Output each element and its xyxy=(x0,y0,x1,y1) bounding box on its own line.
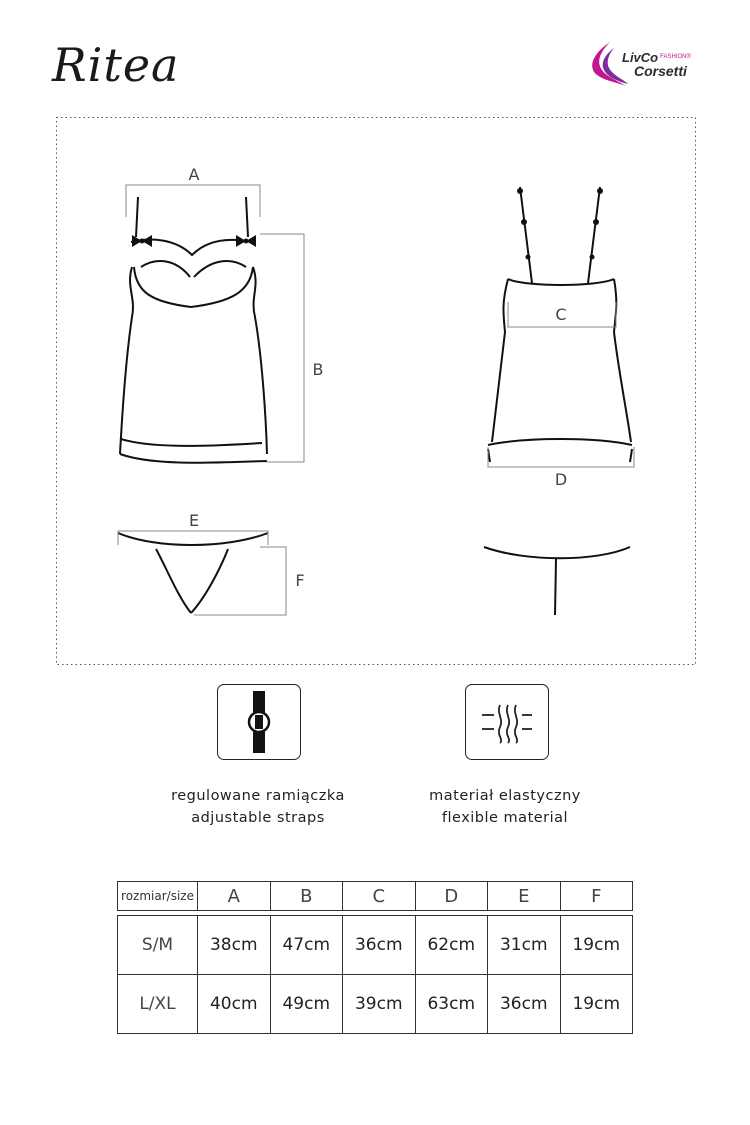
table-row xyxy=(118,916,633,975)
strap-rings-icon xyxy=(517,188,603,260)
feature-adjustable-straps-box xyxy=(217,684,301,760)
feature-label-pl: regulowane ramiączka xyxy=(171,788,345,804)
thong-back-drawing xyxy=(484,547,630,615)
measure-label-c: C xyxy=(555,305,567,324)
size-table xyxy=(117,881,633,1034)
size-table-col-e: E xyxy=(488,882,561,911)
brand-name-line2: Corsetti xyxy=(634,63,687,79)
thong-front-measure-lines xyxy=(118,531,286,615)
table-cell: 47cm xyxy=(270,916,343,975)
brand-name-line1: LivCo xyxy=(622,50,659,65)
table-cell: 19cm xyxy=(560,916,633,975)
size-cell: L/XL xyxy=(118,975,198,1034)
table-cell: 39cm xyxy=(343,975,416,1034)
feature-adjustable-straps-label xyxy=(138,785,378,829)
measure-label-e: E xyxy=(188,511,200,530)
size-table-col-f: F xyxy=(560,882,633,911)
feature-elastic-material-label xyxy=(385,785,625,829)
measure-label-a: A xyxy=(188,165,200,184)
table-cell: 19cm xyxy=(560,975,633,1034)
size-cell: S/M xyxy=(118,916,198,975)
measure-label-f: F xyxy=(295,571,305,590)
measure-label-d: D xyxy=(554,470,568,489)
size-table-col-c: C xyxy=(343,882,416,911)
feature-label-pl: materiał elastyczny xyxy=(429,788,581,804)
size-table-corner: rozmiar/size xyxy=(118,882,198,911)
size-table-col-a: A xyxy=(198,882,271,911)
measure-label-b: B xyxy=(312,360,324,379)
table-cell: 31cm xyxy=(488,916,561,975)
table-cell: 36cm xyxy=(343,916,416,975)
drawing-border xyxy=(57,118,696,665)
table-cell: 63cm xyxy=(415,975,488,1034)
table-cell: 38cm xyxy=(198,916,271,975)
feature-elastic-material-box xyxy=(465,684,549,760)
product-title: Ritea xyxy=(52,38,180,92)
feature-label-en: flexible material xyxy=(441,810,569,826)
chemise-back-drawing xyxy=(488,187,632,462)
adjustable-strap-icon xyxy=(218,685,300,759)
technical-drawing xyxy=(56,117,696,665)
size-table-header-row xyxy=(118,882,633,911)
chemise-front-drawing xyxy=(120,197,267,463)
size-table-col-d: D xyxy=(415,882,488,911)
brand-swoosh-icon xyxy=(590,40,630,90)
table-row xyxy=(118,975,633,1034)
thong-front-drawing xyxy=(118,533,268,613)
elastic-material-icon xyxy=(466,685,548,759)
table-cell: 62cm xyxy=(415,916,488,975)
table-cell: 49cm xyxy=(270,975,343,1034)
chemise-front-measure-lines xyxy=(126,185,304,462)
brand-logo xyxy=(590,40,700,96)
feature-label-en: adjustable straps xyxy=(191,810,325,826)
size-table-col-b: B xyxy=(270,882,343,911)
bow-icons xyxy=(132,235,256,247)
table-cell: 36cm xyxy=(488,975,561,1034)
brand-fashion-tag: FASHION® xyxy=(660,54,691,60)
table-cell: 40cm xyxy=(198,975,271,1034)
